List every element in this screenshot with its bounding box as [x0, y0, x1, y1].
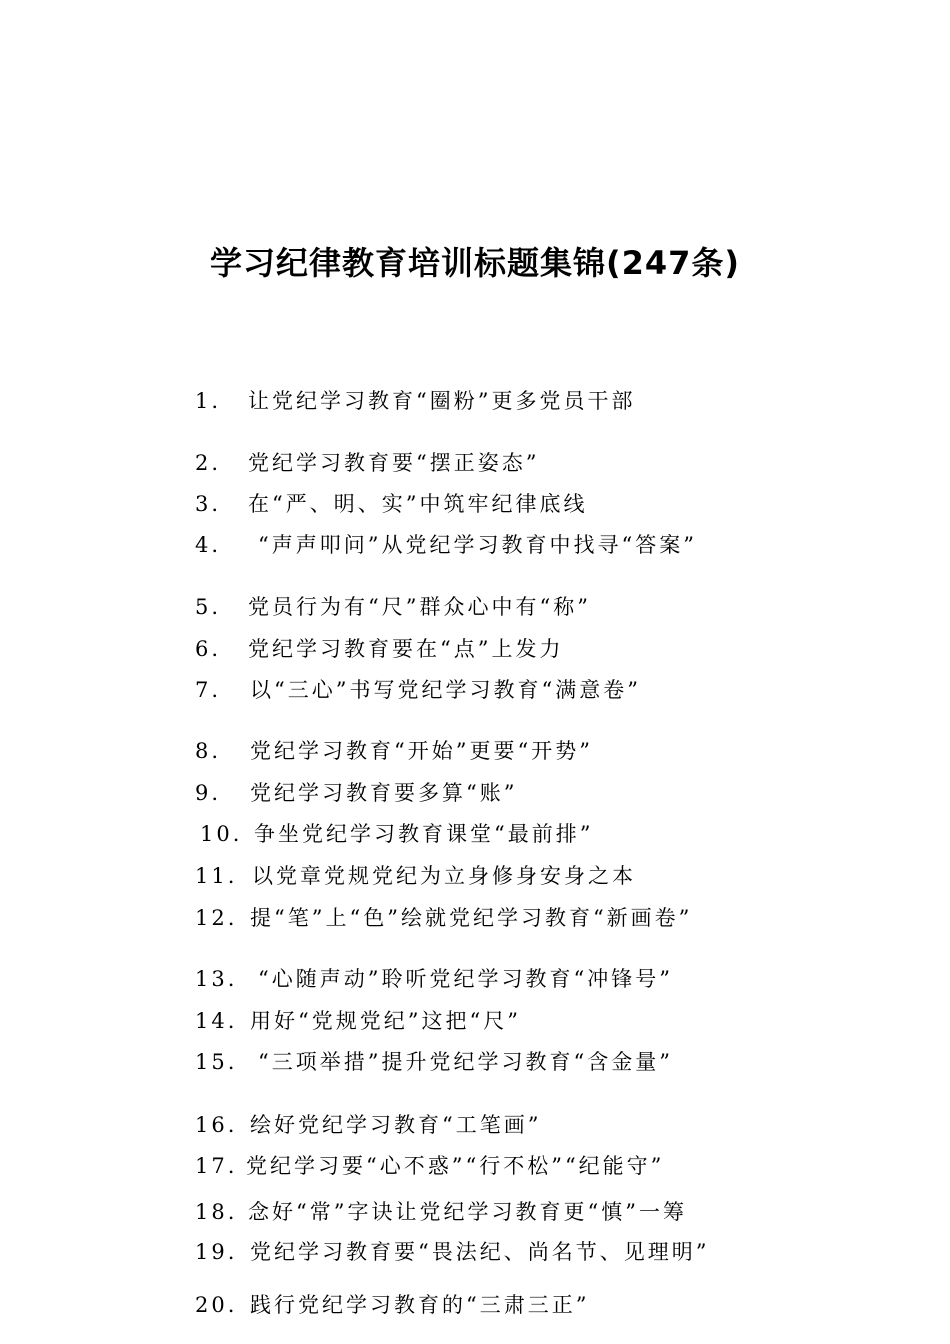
item-text: 在“严、明、实”中筑牢纪律底线: [248, 492, 588, 516]
item-text: 提“笔”上“色”绘就党纪学习教育“新画卷”: [250, 906, 693, 930]
item-number: 16.: [195, 1113, 238, 1137]
item-text: 念好“常”字诀让党纪学习教育更“慎”一筹: [248, 1200, 687, 1224]
item-text: 以党章党规党纪为立身修身安身之本: [252, 864, 636, 888]
item-number: 3.: [195, 492, 222, 516]
item-number: 9.: [195, 781, 222, 805]
item-number: 15.: [195, 1050, 238, 1074]
item-number: 8.: [195, 739, 222, 763]
item-text: 践行党纪学习教育的“三肃三正”: [250, 1293, 590, 1317]
item-number: 1.: [195, 389, 222, 413]
item-text: 绘好党纪学习教育“工笔画”: [250, 1113, 542, 1137]
item-text: “三项举措”提升党纪学习教育“含金量”: [258, 1050, 673, 1074]
item-number: 12.: [195, 906, 238, 930]
item-number: 19.: [195, 1240, 238, 1264]
item-text: “心随声动”聆听党纪学习教育“冲锋号”: [258, 967, 673, 991]
item-number: 13.: [195, 967, 238, 991]
item-text: 党员行为有“尺”群众心中有“称”: [248, 595, 591, 619]
item-text: 用好“党规党纪”这把“尺”: [250, 1009, 521, 1033]
item-number: 5.: [195, 595, 222, 619]
item-number: 7.: [195, 678, 222, 702]
item-number: 14.: [195, 1009, 238, 1033]
item-text: 党纪学习教育要“摆正姿态”: [248, 451, 540, 475]
item-text: 党纪学习教育要多算“账”: [250, 781, 518, 805]
item-text: 让党纪学习教育“圈粉”更多党员干部: [248, 389, 636, 413]
page-title: 学习纪律教育培训标题集锦(247条): [209, 244, 741, 283]
item-text: 争坐党纪学习教育课堂“最前排”: [254, 822, 594, 846]
item-text: “声声叩问”从党纪学习教育中找寻“答案”: [258, 533, 697, 557]
item-number: 6.: [195, 637, 222, 661]
item-number: 4.: [195, 533, 222, 557]
item-number: 2.: [195, 451, 222, 475]
item-text: 党纪学习教育要“畏法纪、尚名节、见理明”: [250, 1240, 710, 1264]
item-text: 党纪学习要“心不惑”“行不松”“纪能守”: [246, 1154, 665, 1178]
item-text: 党纪学习教育“开始”更要“开势”: [250, 739, 593, 763]
item-number: 11.: [195, 864, 238, 888]
item-number: 20.: [195, 1293, 238, 1317]
item-number: 10.: [200, 822, 243, 846]
item-number: 18.: [195, 1200, 238, 1224]
item-text: 以“三心”书写党纪学习教育“满意卷”: [250, 678, 641, 702]
item-number: 17.: [195, 1154, 238, 1178]
item-text: 党纪学习教育要在“点”上发力: [248, 637, 564, 661]
